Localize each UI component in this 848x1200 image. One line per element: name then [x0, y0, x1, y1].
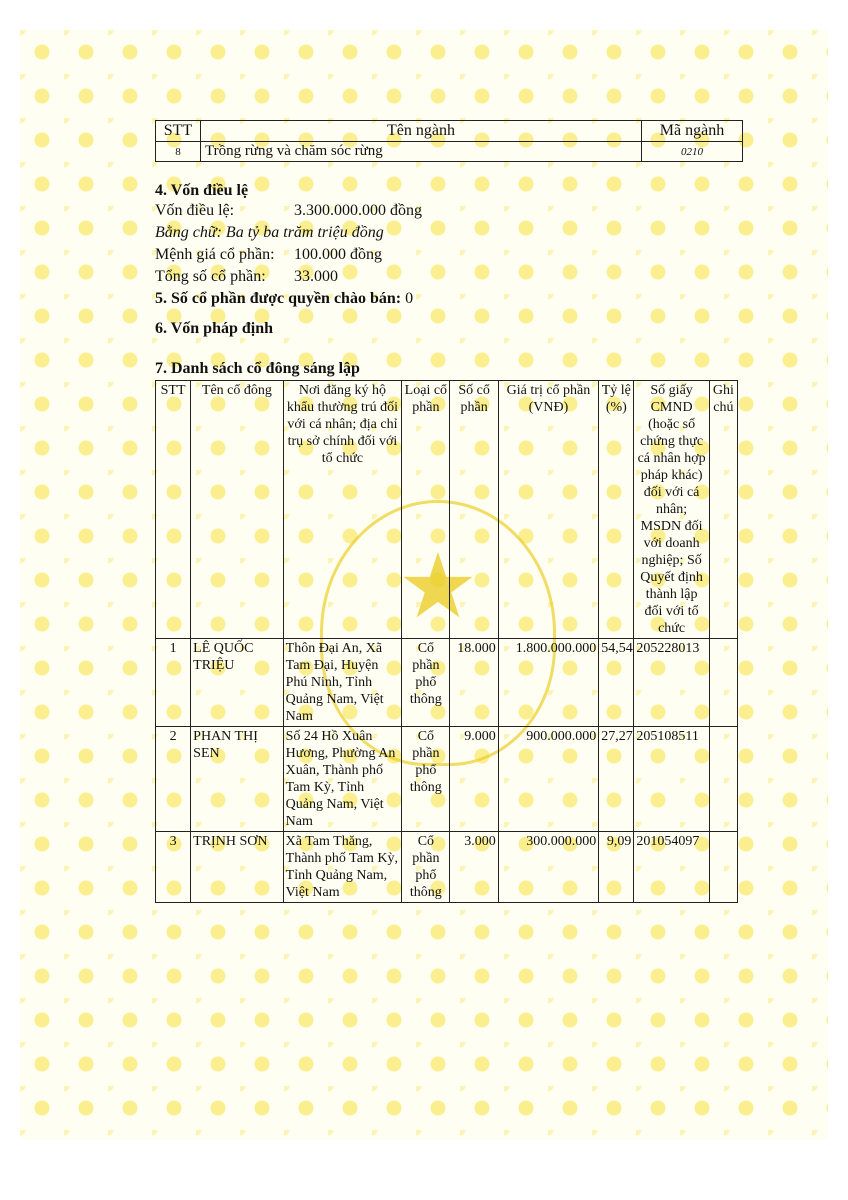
total-shares-label: Tổng số cổ phần: — [155, 268, 266, 285]
shareholders-heading: 7. Danh sách cổ đông sáng lập — [155, 360, 360, 377]
row-shareholder-name: TRỊNH SƠN — [191, 832, 283, 903]
row-id-number: 201054097 — [634, 832, 709, 903]
industry-name: Trồng rừng và chăm sóc rừng — [201, 142, 642, 162]
capital-heading: 4. Vốn điều lệ — [155, 182, 249, 199]
row-stt: 1 — [156, 639, 191, 727]
row-ratio: 54,54 — [599, 639, 634, 727]
row-ratio: 27,27 — [599, 727, 634, 832]
col-note: Ghi chú — [709, 381, 737, 639]
row-ratio: 9,09 — [599, 832, 634, 903]
charter-capital-line — [155, 200, 745, 222]
offered-shares-label: 5. Số cổ phần được quyền chào bán: — [155, 290, 402, 307]
table-row — [156, 727, 738, 832]
row-stt: 2 — [156, 727, 191, 832]
col-stt: STT — [156, 121, 201, 142]
shareholders-header-row — [156, 381, 738, 639]
col-shareholder-name: Tên cổ đông — [191, 381, 283, 639]
industry-code: 0210 — [642, 142, 743, 162]
row-share-count: 3.000 — [450, 832, 498, 903]
col-share-count: Số cổ phần — [450, 381, 498, 639]
row-id-number: 205228013 — [634, 639, 709, 727]
row-share-type: Cổ phần phổ thông — [402, 727, 450, 832]
col-share-type: Loại cổ phần — [402, 381, 450, 639]
charter-capital-value: 3.300.000.000 đồng — [294, 202, 422, 219]
row-address: Thôn Đại An, Xã Tam Đại, Huyện Phú Ninh, Tỉnh Quảng Nam, Việt Nam — [283, 639, 402, 727]
table-row — [156, 832, 738, 903]
industry-table-header — [156, 121, 743, 142]
legal-capital-heading: 6. Vốn pháp định — [155, 320, 273, 337]
col-address: Nơi đăng ký hộ khẩu thường trú đối với cá nhân; địa chỉ trụ sở chính đối với tổ chức — [283, 381, 402, 639]
capital-in-words: Bằng chữ: Ba tỷ ba trăm triệu đồng — [155, 224, 384, 241]
row-shareholder-name: LÊ QUỐC TRIỆU — [191, 639, 283, 727]
col-stt: STT — [156, 381, 191, 639]
row-note — [709, 832, 737, 903]
row-id-number: 205108511 — [634, 727, 709, 832]
total-shares-line — [155, 266, 745, 288]
row-share-value: 900.000.000 — [498, 727, 599, 832]
star-icon: ★ — [397, 538, 479, 637]
col-ratio: Tỷ lệ (%) — [599, 381, 634, 639]
par-value: 100.000 đồng — [294, 246, 382, 263]
offered-shares-value: 0 — [405, 290, 414, 307]
col-share-value: Giá trị cổ phần (VNĐ) — [498, 381, 599, 639]
shareholders-table — [155, 380, 738, 903]
row-stt: 3 — [156, 832, 191, 903]
row-share-value: 1.800.000.000 — [498, 639, 599, 727]
offered-shares-heading — [155, 290, 745, 308]
row-shareholder-name: PHAN THỊ SEN — [191, 727, 283, 832]
table-row — [156, 639, 738, 727]
document-content — [155, 120, 745, 903]
row-share-type: Cổ phần phổ thông — [402, 639, 450, 727]
industry-stt: 8 — [156, 142, 201, 162]
total-shares-value: 33.000 — [294, 268, 338, 285]
row-address: Xã Tam Thăng, Thành phố Tam Kỳ, Tỉnh Quảng Nam, Việt Nam — [283, 832, 402, 903]
row-share-count: 9.000 — [450, 727, 498, 832]
col-id-number: Số giấy CMND (hoặc số chứng thực cá nhân hợp pháp khác) đối với cá nhân; MSDN đối với doanh nghiệp; Số Quyết định thành lập đối với tổ chức — [634, 381, 709, 639]
row-note — [709, 639, 737, 727]
industry-row — [156, 142, 743, 162]
col-industry-name: Tên ngành — [201, 121, 642, 142]
par-value-line — [155, 244, 745, 266]
industry-table — [155, 120, 743, 162]
row-share-type: Cổ phần phổ thông — [402, 832, 450, 903]
charter-capital-label: Vốn điều lệ: — [155, 202, 235, 219]
row-address: Số 24 Hồ Xuân Hương, Phường An Xuân, Thành phố Tam Kỳ, Tỉnh Quảng Nam, Việt Nam — [283, 727, 402, 832]
row-note — [709, 727, 737, 832]
col-industry-code: Mã ngành — [642, 121, 743, 142]
row-share-count: 18.000 — [450, 639, 498, 727]
row-share-value: 300.000.000 — [498, 832, 599, 903]
par-value-label: Mệnh giá cổ phần: — [155, 246, 275, 263]
